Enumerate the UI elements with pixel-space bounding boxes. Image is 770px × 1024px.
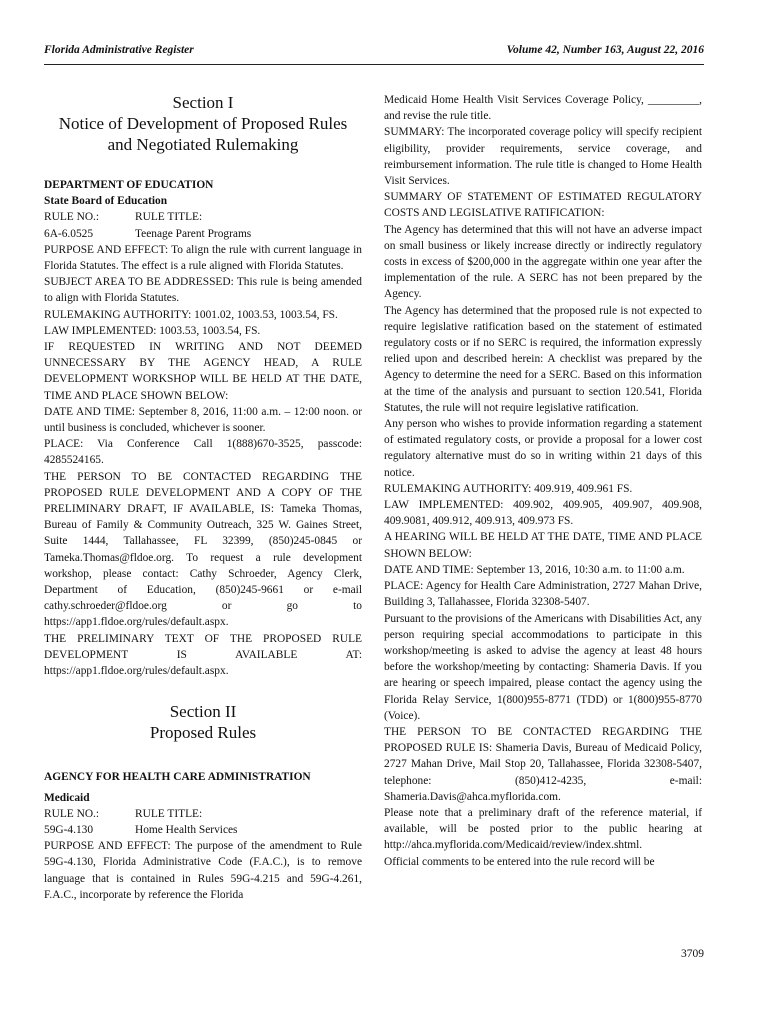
reference-material-note: Please note that a preliminary draft of the reference material, if available, will be posted prior to the public hearing at http://ahca.myflorida.com/Medicaid/review/index.shtml.: [384, 806, 702, 852]
running-header: [44, 44, 704, 56]
date-and-time: DATE AND TIME: September 13, 2016, 10:30 a.m. to 11:00 a.m.: [384, 563, 685, 576]
law-implemented: LAW IMPLEMENTED: 409.902, 409.905, 409.907, 409.908, 409.9081, 409.912, 409.913, 409.973 FS.: [384, 499, 702, 528]
rule-number: 59G-4.130: [44, 823, 94, 836]
purpose-and-effect: PURPOSE AND EFFECT: To align the rule with current language in Florida Statutes. The effect is a rule aligned with Florida Statutes.: [44, 243, 362, 273]
section-2-heading: [44, 701, 362, 743]
section-1-title-line: and Negotiated Rulemaking: [107, 135, 299, 154]
rule-title-label: RULE TITLE:: [135, 807, 203, 820]
left-column: [44, 92, 362, 903]
section-1-number: Section I: [172, 93, 234, 112]
place: PLACE: Agency for Health Care Administration, 2727 Mahan Drive, Building 3, Tallahassee, Florida 32308-5407.: [384, 580, 702, 609]
paragraph: Official comments to be entered into the rule record will be: [384, 855, 655, 868]
board-name: State Board of Education: [44, 195, 168, 208]
rule-value-row: [44, 226, 362, 242]
section-1-title-line: Notice of Development of Proposed Rules: [58, 114, 348, 133]
division-name: Medicaid: [44, 791, 90, 804]
date-and-time: DATE AND TIME: September 8, 2016, 11:00 a.m. – 12:00 noon. or until business is concluded, whichever is sooner.: [44, 405, 362, 435]
rule-number: 6A-6.0525: [44, 227, 94, 240]
contact-person: THE PERSON TO BE CONTACTED REGARDING THE PROPOSED RULE IS: Shameria Davis, Bureau of Medicaid Policy, 2727 Mahan Drive, Mail Stop 20, Tallahassee, Florida 32308-5407, telephone: (850)412-4235, e-mail: Shameria.Davis@ahca.myflorida.com.: [384, 725, 702, 803]
section-1-heading: [44, 92, 362, 155]
rule-title: Teenage Parent Programs: [135, 227, 252, 240]
rule-no-label: RULE NO.:: [44, 807, 100, 820]
right-column: [384, 92, 702, 870]
agency-name: AGENCY FOR HEALTH CARE ADMINISTRATION: [44, 771, 311, 784]
hearing-notice: A HEARING WILL BE HELD AT THE DATE, TIME AND PLACE SHOWN BELOW:: [384, 531, 702, 560]
subject-area: SUBJECT AREA TO BE ADDRESSED: This rule is being amended to align with Florida Statutes.: [44, 276, 362, 305]
workshop-notice: IF REQUESTED IN WRITING AND NOT DEEMED UNNECESSARY BY THE AGENCY HEAD, A RULE DEVELOPMENT WORKSHOP WILL BE HELD AT THE DATE, TIME AND PLACE SHOWN BELOW:: [44, 341, 362, 402]
rule-title: Home Health Services: [135, 823, 238, 836]
rule-title-label: RULE TITLE:: [135, 211, 203, 224]
place: PLACE: Via Conference Call 1(888)670-3525, passcode: 4285524165.: [44, 438, 362, 467]
rulemaking-authority: RULEMAKING AUTHORITY: 1001.02, 1003.53, 1003.54, FS.: [44, 308, 338, 321]
section-2-number: Section II: [169, 702, 237, 722]
paragraph: Medicaid Home Health Visit Services Coverage Policy, _________, and revise the rule title.: [384, 94, 702, 123]
rule-header-row: [44, 806, 362, 822]
preliminary-text-notice: THE PRELIMINARY TEXT OF THE PROPOSED RULE DEVELOPMENT IS AVAILABLE AT: https://app1.fldoe.org/rules/default.aspx.: [44, 632, 362, 678]
publication-title: Florida Administrative Register: [44, 44, 194, 56]
rulemaking-authority: RULEMAKING AUTHORITY: 409.919, 409.961 FS.: [384, 482, 633, 495]
rule-no-label: RULE NO.:: [44, 211, 100, 224]
accommodations-notice: Pursuant to the provisions of the Americans with Disabilities Act, any person requiring special accommodations to participate in this workshop/meeting is asked to advise the agency at least 48 hours before the workshop/meeting by contacting: Shameria Davis. If you are hearing or speech impaired, please contact the agency using the Florida Relay Service, 1(800)955-8771 (TDD) or 1(800)955-8770 (Voice).: [384, 612, 702, 722]
issue-info: Volume 42, Number 163, August 22, 2016: [506, 44, 704, 56]
section-2-title: Proposed Rules: [149, 723, 257, 743]
paragraph: The Agency has determined that the proposed rule is not expected to require legislative ratification based on the statement of estimated regulatory costs or if no SERC is required, the information expressly relied upon and described herein: A checklist was prepared by the Agency to determine the need for a SERC. Based on this information at the time of the analysis and pursuant to section 120.541, Florida Statutes, the rule will not require legislative ratification.: [384, 304, 702, 414]
purpose-and-effect: PURPOSE AND EFFECT: The purpose of the amendment to Rule 59G-4.130, Florida Administrative Code (F.A.C.), is to remove language that is contained in Rules 59G-4.215 and 59G-4.261, F.A.C., incorporate by reference the Florida: [44, 840, 362, 901]
page-number: 3709: [681, 948, 704, 960]
department-name: DEPARTMENT OF EDUCATION: [44, 179, 214, 191]
contact-person: THE PERSON TO BE CONTACTED REGARDING THE PROPOSED RULE DEVELOPMENT AND A COPY OF THE PRELIMINARY DRAFT, IF AVAILABLE, IS: Tameka Thomas, Bureau of Family & Community Outreach, 325 W. Gaines Street, Suite 1444, Tallahassee, FL 32399, (850)245-0845 or Tameka.Thomas@fldoe.org. To request a rule development workshop, please contact: Cathy Schroeder, Agency Clerk, Department of Education, (850)245-9661 or e-mail cathy.schroeder@fldoe.org or go to https://app1.fldoe.org/rules/default.aspx.: [44, 470, 362, 629]
paragraph: The Agency has determined that this will not have an adverse impact on small business or likely increase directly or indirectly regulatory costs in excess of $200,000 in the aggregate within one year after the implementation of the rule. A SERC has not been prepared by the Agency.: [384, 223, 702, 301]
rule-header-row: [44, 209, 362, 225]
summary: SUMMARY: The incorporated coverage policy will specify recipient eligibility, provider requirements, service coverage, and reimbursement information. The rule title is changed to Home Health Visit Services.: [384, 126, 702, 188]
paragraph: Any person who wishes to provide information regarding a statement of estimated regulatory costs, or provide a proposal for a lower cost regulatory alternative must do so in writing within 21 days of this notice.: [384, 418, 702, 479]
law-implemented: LAW IMPLEMENTED: 1003.53, 1003.54, FS.: [44, 324, 261, 337]
header-rule: [44, 64, 704, 65]
rule-value-row: [44, 822, 362, 838]
serc-summary-heading: SUMMARY OF STATEMENT OF ESTIMATED REGULATORY COSTS AND LEGISLATIVE RATIFICATION:: [384, 191, 702, 220]
